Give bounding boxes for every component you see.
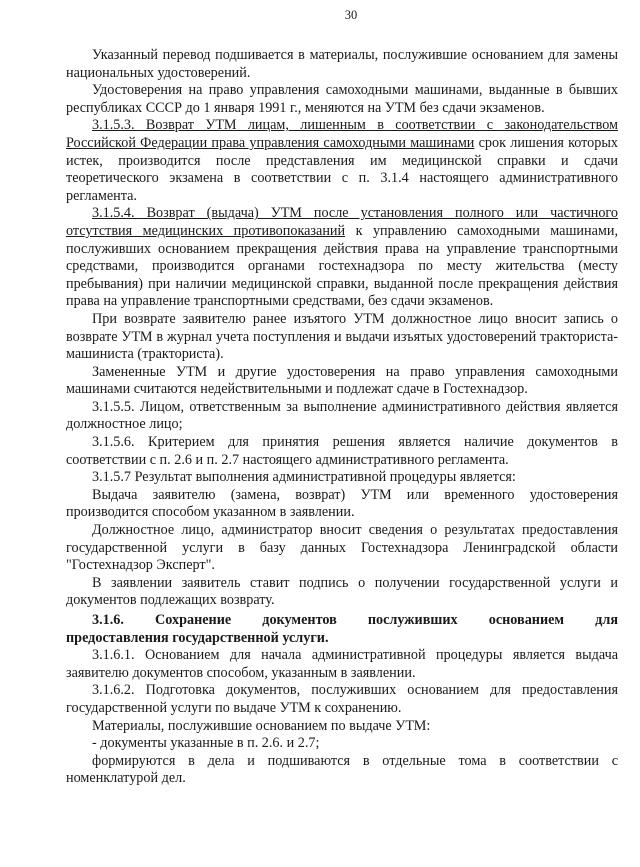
section-3-1-6-heading-line1: 3.1.6. Сохранение документов послуживших основанием для: [92, 612, 618, 628]
paragraph-return-record: При возврате заявителю ранее изъятого УТМ должностное лицо вносит запись о возврате УТМ в журнал учета поступления и выдачи изъятых удостоверений тракториста-машиниста (тракториста).: [66, 310, 618, 363]
section-3-1-5-4-heading: 3.1.5.4. Возврат (выдача) УТМ после установления полного или частичного отсутствия медицинских противопоказаний: [66, 205, 618, 239]
paragraph-3-1-5-5: 3.1.5.5. Лицом, ответственным за выполнение административного действия является должностное лицо;: [66, 398, 618, 433]
paragraph-3-1-6-1: 3.1.6.1. Основанием для начала административной процедуры является выдача заявителю документов способом, указанным в заявлении.: [66, 647, 618, 681]
paragraph-issuance: Выдача заявителю (замена, возврат) УТМ или временного удостоверения производится способом указанном в заявлении.: [66, 486, 618, 521]
section-3-1-5-3-text: срок лишения которых истек, производится после представления им медицинской справки и сдачи теоретического экзамена в соответствии с п. 3.1.4 настоящего административного регламента.: [66, 134, 618, 204]
paragraph-3-1-6-2: 3.1.6.2. Подготовка документов, послуживших основанием для предоставления государственной услуги по выдаче УТМ к сохранению.: [66, 682, 618, 716]
section-3-1-5-4-text: к управлению самоходными машинами, послуживших основанием прекращения действия права на управление транспортными средствами, производится органами гостехнадзора по месту жительства (месту пребывания) при наличии медицинской справки, выданной после прекращения действия права на управление транспортными средствами, без сдачи экзаменов.: [66, 222, 618, 310]
paragraph-materials: Материалы, послужившие основанием по выдаче УТМ:: [92, 717, 431, 734]
paragraph-translation-note: Указанный перевод подшивается в материалы, послужившие основанием для замены национальных удостоверений.: [66, 47, 618, 81]
paragraph-signature: В заявлении заявитель ставит подпись о получении государственной услуги и документов подлежащих возврату.: [66, 574, 618, 609]
section-3-1-5-3-heading: 3.1.5.3. Возврат УТМ лицам, лишенным в соответствии с законодательством Российской Федерации права управления самоходными машинами: [66, 117, 618, 151]
section-3-1-5-4: [66, 205, 618, 311]
paragraph-3-1-5-6: 3.1.5.6. Критерием для принятия решения является наличие документов в соответствии с п. 2.6 и п. 2.7 настоящего административного регламента.: [66, 434, 618, 468]
section-3-1-6-heading-line2: предоставления государственной услуги.: [66, 629, 329, 646]
section-3-1-5-3: [66, 117, 618, 205]
paragraph-ussr-licenses: Удостоверения на право управления самоходными машинами, выданные в бывших республиках СССР до 1 января 1991 г., меняются на УТМ без сдачи экзаменов.: [66, 82, 618, 116]
document-body: [66, 47, 618, 788]
paragraph-database-entry: Должностное лицо, администратор вносит сведения о результатах предоставления государственной услуги в базу данных Гостехнадзора Ленинградской области "Гостехнадзор Эксперт".: [66, 522, 618, 574]
list-item-documents: - документы указанные в п. 2.6. и 2.7;: [92, 735, 320, 752]
paragraph-3-1-5-7: 3.1.5.7 Результат выполнения административной процедуры является:: [92, 469, 516, 486]
paragraph-replaced-invalid: Замененные УТМ и другие удостоверения на право управления самоходными машинами считаются недействительными и подлежат сдаче в Гостехнадзор.: [66, 363, 618, 398]
page-number: 30: [344, 8, 358, 22]
paragraph-filing: формируются в дела и подшиваются в отдельные тома в соответствии с номенклатурой дел.: [66, 752, 618, 787]
